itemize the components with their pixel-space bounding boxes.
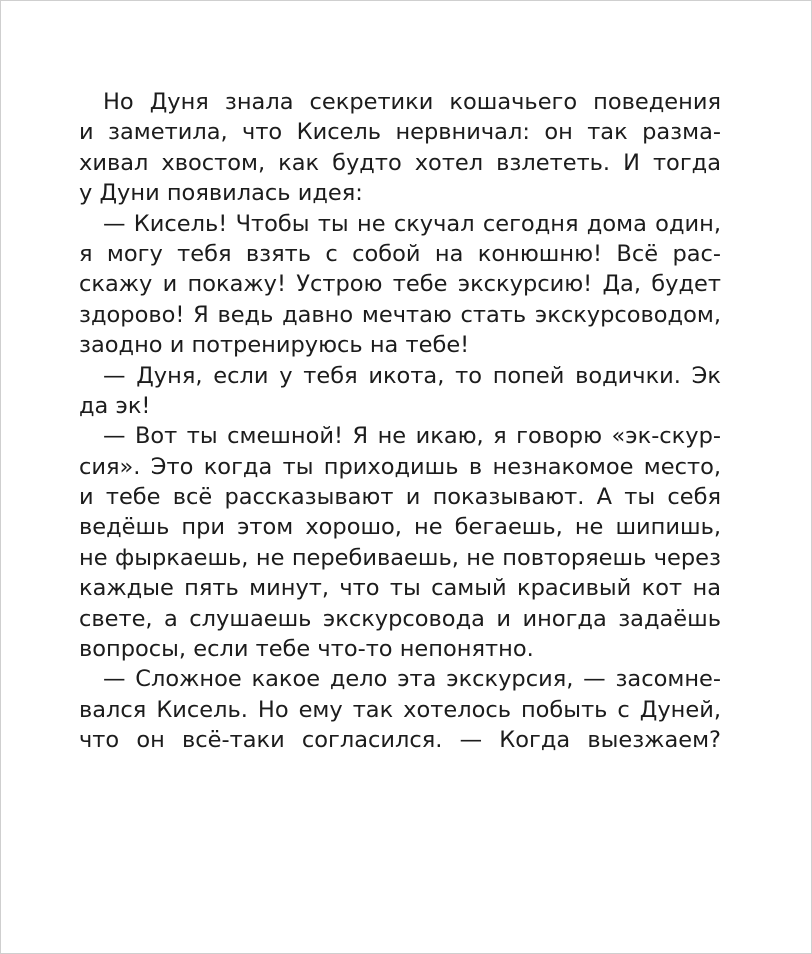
text-line: не фыркаешь, не перебиваешь, не повторяешь через bbox=[79, 544, 721, 571]
text-line: свете, а слушаешь экскурсовода и иногда задаёшь bbox=[79, 605, 721, 632]
text-line: здорово! Я ведь давно мечтаю стать экскурсоводом, bbox=[79, 301, 721, 328]
text-line: хивал хвостом, как будто хотел взлететь. И тогда bbox=[79, 149, 721, 176]
text-line: — Сложное какое дело эта экскурсия, — засомне- bbox=[103, 666, 721, 693]
text-line: у Дуни появилась идея: bbox=[79, 180, 363, 207]
text-line: — Дуня, если у тебя икота, то попей водички. Эк bbox=[103, 362, 721, 389]
text-line: что он всё-таки согласился. — Когда выезжаем? bbox=[79, 727, 721, 754]
text-line: вался Кисель. Но ему так хотелось побыть с Дуней, bbox=[79, 696, 721, 723]
story-text bbox=[79, 87, 721, 756]
text-line: заодно и потренируюсь на тебе! bbox=[79, 332, 470, 359]
text-line: Но Дуня знала секретики кошачьего поведения bbox=[103, 89, 721, 115]
text-line: ведёшь при этом хорошо, не бегаешь, не шипишь, bbox=[79, 514, 721, 541]
text-line: да эк! bbox=[79, 392, 151, 419]
text-line: каждые пять минут, что ты самый красивый кот на bbox=[79, 575, 721, 602]
text-line: и заметила, что Кисель нервничал: он так разма- bbox=[79, 119, 721, 146]
text-line: скажу и покажу! Устрою тебе экскурсию! Да, будет bbox=[79, 271, 721, 298]
text-line: я могу тебя взять с собой на конюшню! Всё рас- bbox=[79, 240, 721, 267]
text-line: и тебе всё рассказывают и показывают. А ты себя bbox=[79, 484, 721, 511]
text-line: — Кисель! Чтобы ты не скучал сегодня дома один, bbox=[103, 210, 721, 237]
text-line: сия». Это когда ты приходишь в незнакомое место, bbox=[79, 453, 721, 480]
text-line: — Вот ты смешной! Я не икаю, я говорю «эк-скур- bbox=[103, 423, 721, 450]
text-line: вопросы, если тебе что-то непонятно. bbox=[79, 636, 534, 663]
